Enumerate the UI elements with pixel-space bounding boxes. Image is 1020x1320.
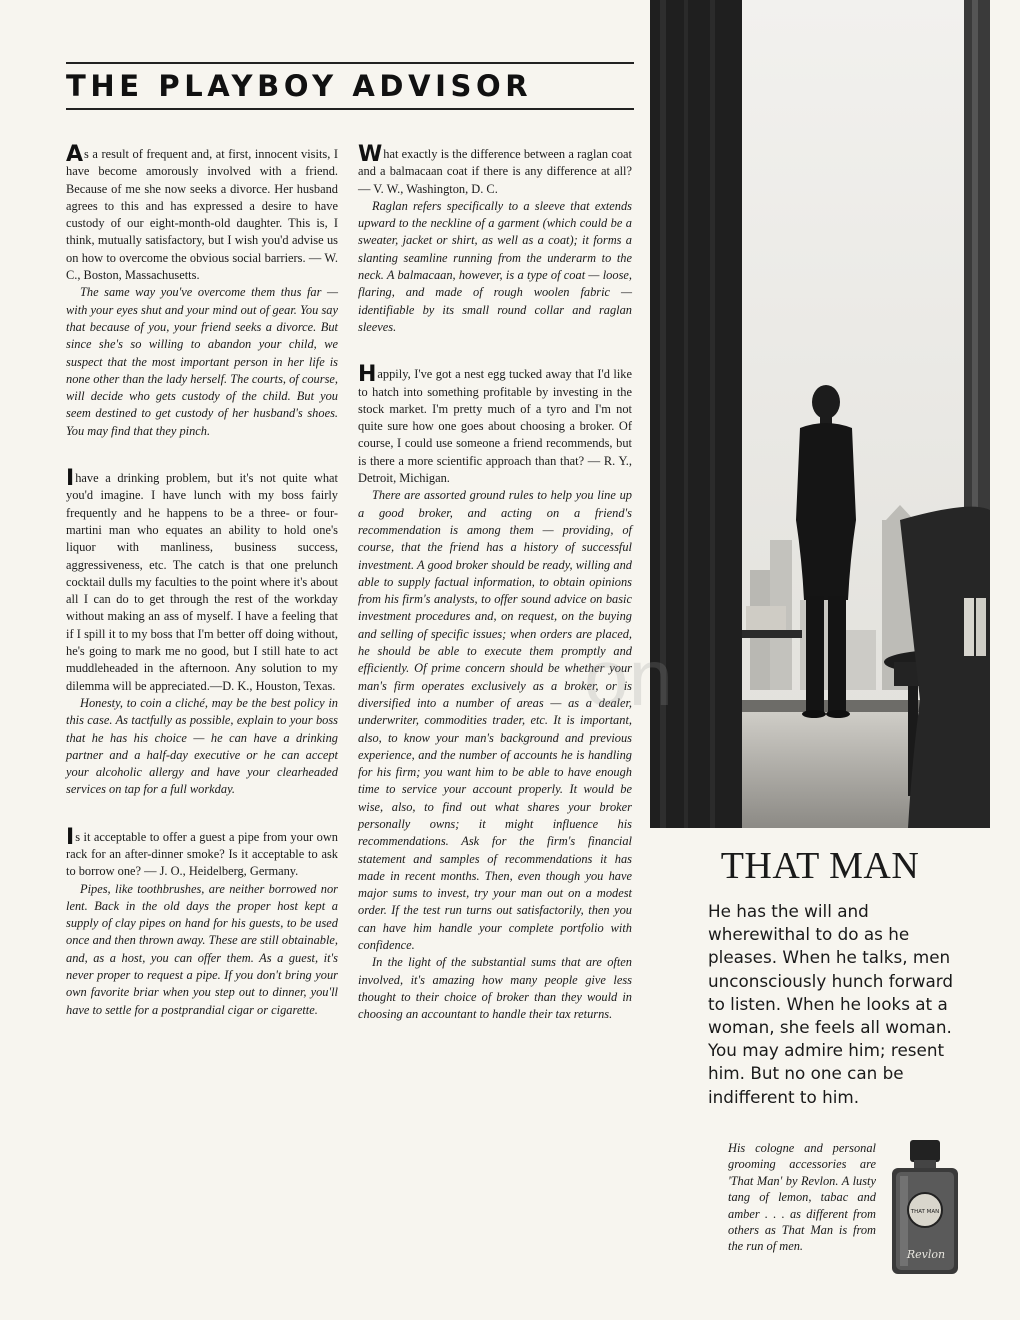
drop-cap: I [66,824,75,850]
page-title: THE PLAYBOY ADVISOR [66,69,533,103]
reader-question [66,142,338,284]
question-text: s it acceptable to offer a guest a pipe from your own rack for an after-dinner smoke? Is it acceptable to ask to borrow one? — J. O., Heidelberg, Germany. [66,829,338,879]
drop-cap: W [358,142,383,167]
advice-item [358,142,632,336]
bottle-brand: Revlon [906,1248,946,1261]
advisor-column-right [358,142,632,1054]
scan-watermark: on [584,633,673,722]
advisor-answer: There are assorted ground rules to help you line up a good broker, and acting on a friend's recommendation is among them — providing, of course, that the friend has a history of successful investment. A good broker should be ready, willing and able to supply factual information, to obtain opinions from his firm's analysts, to offer sound advice on basic investment procedures and, on request, on the buying and selling of specific issues; when orders are placed, he should be able to execute them promptly and efficiently. Of prime concern should be whether your man's firm operates exclusively as a broker, or is diversified into a number of areas — as a dealer, underwriter, commodities trader, etc. It is important, also, to know your man's background and previous experience, and the number of accounts he is handling for his firm; you want him to be able to have enough time to service your account properly. It would be wise, also, to find out what shares your broker personally owns; it might influence his recommendations. Ask for the firm's financial statement and samples of recommendations it has made in recent months. Then, even though you have major sums to invest, try your man out on a modest order. If the test run turns out satisfactorily, then you can have him handle your complete portfolio with confidence. [358,488,632,953]
ad-product-caption: His cologne and personal grooming accessories are 'That Man' by Revlon. A lusty tang of lemon, tabac and amber . . . as different from others as That Man is from the run of men. [728,1141,876,1254]
question-text: have a drinking problem, but it's not quite what you'd imagine. I have lunch with my boss fairly frequently and he happens to be a three- or four-martini man who equates an ability to hold one's liquor with manliness, business success, aggressiveness, etc. The catch is that one prelunch cocktail dulls my faculties to the point where it's about all I can do to get through the rest of the workday without making an ass of myself. I have a feeling that if I spill it to my boss that I'm better off doing without, he's going to mark me no good, but I still hate to act muddleheaded in the afternoon. Any solution to my dilemma will be appreciated.—D. K., Houston, Texas. [66,471,338,693]
reader-question [358,142,632,198]
advice-item [66,466,338,799]
column-header [66,62,634,110]
reader-question [66,824,338,881]
advice-item [66,142,338,440]
advisor-answer: Pipes, like toothbrushes, are neither borrowed nor lent. Back in the old days the proper host kept a supply of clay pipes on hand for his guests, to be used once and then thrown away. These are still obtainable, and, as a host, you can offer them. As a guest, it's never proper to request a pipe. If you don't bring your own favorite briar when you step out to dinner, you'll have to settle for a postprandial cigar or cigarette. [66,881,338,1017]
man-at-window-illustration [650,0,990,828]
advisor-answer: Raglan refers specifically to a sleeve that extends upward to the neckline of a garment (which could be a sweater, jacket or shirt, as well as a coat); it forms a slanting seamline running from the underarm to the neck. A balmacaan, however, is a type of coat — loose, flaring, and made of rough woolen fabric — identifiable by its small round collar and raglan sleeves. [358,198,632,334]
bottle-label: THAT MAN [910,1209,940,1215]
advice-item [358,362,632,1023]
ad-body-copy: He has the will and wherewithal to do as he pleases. When he talks, men unconsciously hunch forward to listen. When he looks at a woman, she feels all woman. You may admire him; resent him. But no one can be indifferent to him. [708,901,954,1107]
advisor-answer: The same way you've overcome them thus far — with your eyes shut and your mind out of gear. You say that because of you, your friend seeks a divorce. But since she's so willing to abandon your child, we suspect that the most important person in her life is none other than the lady herself. The courts, of course, will decide who gets custody of the child. But you seem destined to get custody of her husband's shoes. You may find that they pinch. [66,285,338,438]
question-text: s a result of frequent and, at first, innocent visits, I have become amorously involved with a friend. Because of me she now seeks a divorce. Her husband agrees to this and has expressed a desire to have custody of our eight-month-old daughter. This is, I think, mutually satisfactory, but I wish you'd advise us on how to overcome the obvious social barriers. — W. C., Boston, Massachusetts. [66,147,338,283]
advisor-answer: Honesty, to coin a cliché, may be the best policy in this case. As tactfully as possible, explain to your boss that he has his choice — he can have a drinking partner and a half-day executive or he can accept your alcoholic allergy and have your clearheaded services on tap for a full workday. [66,695,338,797]
cologne-bottle-image [888,1140,962,1276]
advice-item [66,824,338,1019]
ad-photograph [650,0,990,828]
header-rule [66,108,634,110]
advisor-answer-continued: In the light of the substantial sums that are often involved, it's amazing how many people give less thought to their choice of broker than they would in choosing an accountant to handle their tax returns. [358,955,632,1022]
drop-cap: A [66,142,84,167]
reader-question [66,466,338,695]
ad-headline: THAT MAN [720,845,920,887]
reader-question [358,362,632,487]
advisor-column-left [66,142,338,1049]
drop-cap: H [358,362,377,388]
question-text: appily, I've got a nest egg tucked away that I'd like to hatch into something profitable by investing in the stock market. I'm pretty much of a tyro and I'm not quite sure how one goes about choosing a broker. Of course, I could use someone a friend recommends, but is there a more scientific approach than that? — R. Y., Detroit, Michigan. [358,367,632,486]
drop-cap: I [66,466,75,492]
question-text: hat exactly is the difference between a raglan coat and a balmacaan coat if there is any difference at all? — V. W., Washington, D. C. [358,147,632,196]
